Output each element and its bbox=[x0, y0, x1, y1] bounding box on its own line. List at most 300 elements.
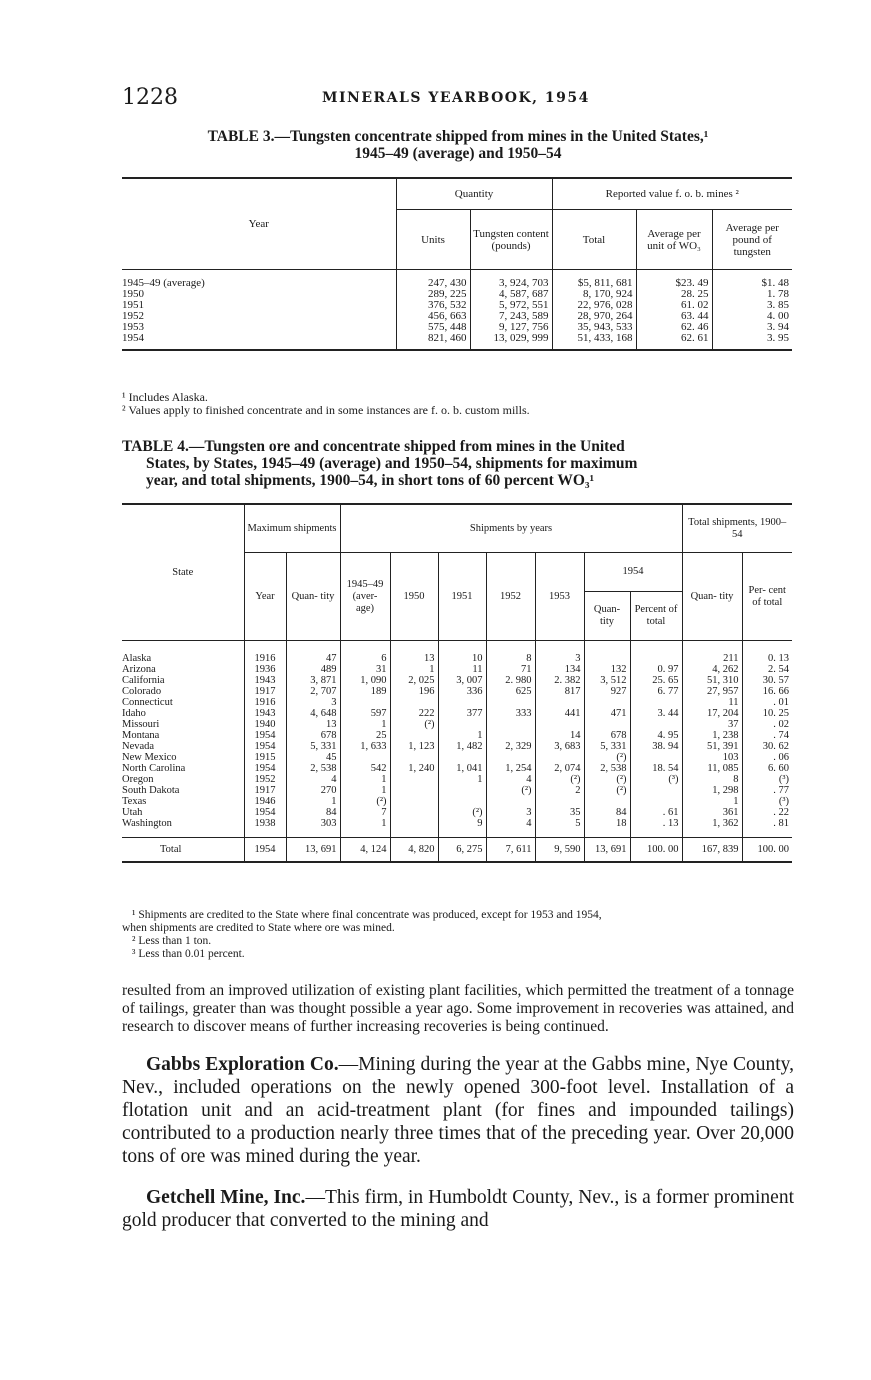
t4-cell-tp: . 74 bbox=[742, 730, 792, 741]
t4-cell-mx_year: 1940 bbox=[244, 719, 286, 730]
t4-cell-mx_qty: 270 bbox=[286, 785, 340, 796]
t4-header-shipments: Shipments by years bbox=[340, 504, 682, 553]
t4-row bbox=[122, 675, 792, 686]
t4-total-y1950: 4, 820 bbox=[390, 838, 438, 863]
page-number: 1228 bbox=[122, 85, 178, 110]
t4-cell-tq: 11 bbox=[682, 697, 742, 708]
t3-cell-units: 289, 225 bbox=[396, 289, 470, 300]
t4-cell-avg: 25 bbox=[340, 730, 390, 741]
t4-cell-tq: 37 bbox=[682, 719, 742, 730]
t4-cell-tp: . 77 bbox=[742, 785, 792, 796]
t3-header-year: Year bbox=[122, 178, 396, 270]
t3-cell-avg_pound: 3. 94 bbox=[712, 322, 792, 333]
t4-header-1954-qty: Quan- tity bbox=[584, 592, 630, 641]
t4-cell-mx_year: 1946 bbox=[244, 796, 286, 807]
t4-cell-y1951: 11 bbox=[438, 664, 486, 675]
table4-caption-line3: year, and total shipments, 1900–54, in short tons of 60 percent WO₃¹ bbox=[146, 472, 595, 489]
t4-cell-y1950: 222 bbox=[390, 708, 438, 719]
t3-cell-avg_pound: 1. 78 bbox=[712, 289, 792, 300]
t4-cell-state: Arizona bbox=[122, 664, 156, 675]
t4-cell-state: Connecticut bbox=[122, 697, 173, 708]
paragraph-gabbs bbox=[122, 1053, 794, 1168]
t3-header-avg-unit: Average per unit of WO₃ bbox=[636, 210, 712, 270]
t3-cell-avg_unit: 63. 44 bbox=[636, 311, 712, 322]
t4-cell-y1952: (²) bbox=[486, 785, 535, 796]
t4-total-mx_year: 1954 bbox=[244, 838, 286, 863]
t4-footnote-3: ³ Less than 0.01 percent. bbox=[132, 948, 245, 960]
t4-cell-avg: 189 bbox=[340, 686, 390, 697]
t4-row bbox=[122, 697, 792, 708]
t4-cell-y1952: 4 bbox=[486, 818, 535, 838]
t4-cell-y1953: 35 bbox=[535, 807, 584, 818]
t3-cell-tungsten: 3, 924, 703 bbox=[470, 270, 552, 290]
t4-row bbox=[122, 730, 792, 741]
t3-body bbox=[122, 270, 792, 351]
t4-total-avg: 4, 124 bbox=[340, 838, 390, 863]
t4-cell-mx_qty: 3 bbox=[286, 697, 340, 708]
t3-cell-avg_unit: 62. 61 bbox=[636, 333, 712, 350]
t3-header-quantity: Quantity bbox=[396, 178, 552, 210]
t4-cell-mx_year: 1917 bbox=[244, 785, 286, 796]
t4-cell-y1950: 1, 123 bbox=[390, 741, 438, 752]
t4-cell-q1954: 18 bbox=[584, 818, 630, 838]
t4-cell-state: Washington bbox=[122, 818, 172, 829]
t4-cell-y1951: 1, 041 bbox=[438, 763, 486, 774]
t4-cell-state: New Mexico bbox=[122, 752, 177, 763]
t4-total-label: Total bbox=[122, 838, 244, 863]
t4-cell-y1952: 4 bbox=[486, 774, 535, 785]
t4-cell-mx_qty: 678 bbox=[286, 730, 340, 741]
t3-cell-year: 1954 bbox=[122, 333, 396, 350]
t4-cell-y1951: 3, 007 bbox=[438, 675, 486, 686]
t4-cell-p1954 bbox=[630, 796, 682, 807]
t3-cell-avg_unit: 61. 02 bbox=[636, 300, 712, 311]
t4-cell-mx_year: 1917 bbox=[244, 686, 286, 697]
t4-cell-y1953: (²) bbox=[535, 774, 584, 785]
t4-total-row bbox=[122, 838, 792, 863]
t4-cell-y1953: 134 bbox=[535, 664, 584, 675]
running-title: MINERALS YEARBOOK, 1954 bbox=[322, 90, 590, 106]
t4-cell-tq: 27, 957 bbox=[682, 686, 742, 697]
t4-header-1952: 1952 bbox=[486, 553, 535, 641]
t4-cell-tq: 1, 238 bbox=[682, 730, 742, 741]
t4-cell-p1954: 38. 94 bbox=[630, 741, 682, 752]
t4-cell-mx_year: 1916 bbox=[244, 641, 286, 665]
t4-cell-q1954 bbox=[584, 697, 630, 708]
t4-header-max: Maximum shipments bbox=[244, 504, 340, 553]
t4-row bbox=[122, 641, 792, 665]
t4-cell-y1951: 10 bbox=[438, 641, 486, 665]
t4-header-year: Year bbox=[244, 553, 286, 641]
t4-cell-y1951: 377 bbox=[438, 708, 486, 719]
t4-total-mx_qty: 13, 691 bbox=[286, 838, 340, 863]
t4-cell-state: North Carolina bbox=[122, 763, 186, 774]
t4-cell-q1954: (²) bbox=[584, 785, 630, 796]
t4-cell-y1951 bbox=[438, 796, 486, 807]
t4-header-state: State bbox=[122, 504, 244, 641]
t4-cell-state: Missouri bbox=[122, 719, 160, 730]
t4-row bbox=[122, 818, 792, 838]
table3-caption-line1: TABLE 3.—Tungsten concentrate shipped from mines in the United States,¹ bbox=[207, 128, 709, 145]
t4-body bbox=[122, 641, 792, 863]
t4-cell-q1954: 2, 538 bbox=[584, 763, 630, 774]
t4-row bbox=[122, 719, 792, 730]
t4-cell-tp: 10. 25 bbox=[742, 708, 792, 719]
t4-header-1954-pct: Percent of total bbox=[630, 592, 682, 641]
t4-cell-mx_qty: 2, 707 bbox=[286, 686, 340, 697]
t4-cell-tp: . 22 bbox=[742, 807, 792, 818]
t4-cell-y1951 bbox=[438, 719, 486, 730]
t4-cell-p1954: 3. 44 bbox=[630, 708, 682, 719]
t4-total-tp: 100. 00 bbox=[742, 838, 792, 863]
t4-cell-y1953 bbox=[535, 697, 584, 708]
t4-cell-y1953: 441 bbox=[535, 708, 584, 719]
t4-cell-y1952 bbox=[486, 730, 535, 741]
t4-cell-mx_year: 1943 bbox=[244, 675, 286, 686]
t4-cell-avg: (²) bbox=[340, 796, 390, 807]
t4-cell-tq: 361 bbox=[682, 807, 742, 818]
t3-cell-units: 376, 532 bbox=[396, 300, 470, 311]
t3-row bbox=[122, 270, 792, 290]
t3-footnote-1: ¹ Includes Alaska. bbox=[122, 390, 208, 404]
t3-cell-year: 1953 bbox=[122, 321, 144, 333]
t4-header-1950: 1950 bbox=[390, 553, 438, 641]
t4-cell-p1954 bbox=[630, 641, 682, 665]
t4-cell-y1952 bbox=[486, 719, 535, 730]
t4-cell-mx_qty: 2, 538 bbox=[286, 763, 340, 774]
t4-header-1953: 1953 bbox=[535, 553, 584, 641]
t4-cell-tq: 8 bbox=[682, 774, 742, 785]
t4-cell-tp: 2. 54 bbox=[742, 664, 792, 675]
t4-cell-tq: 51, 310 bbox=[682, 675, 742, 686]
table4 bbox=[122, 503, 792, 863]
t4-row bbox=[122, 741, 792, 752]
t4-cell-y1953 bbox=[535, 719, 584, 730]
t4-cell-mx_year: 1952 bbox=[244, 774, 286, 785]
t3-row bbox=[122, 333, 792, 350]
t3-cell-total: 28, 970, 264 bbox=[552, 311, 636, 322]
t4-cell-q1954: 3, 512 bbox=[584, 675, 630, 686]
t4-cell-state: California bbox=[122, 675, 165, 686]
t4-cell-y1950: 196 bbox=[390, 686, 438, 697]
t4-cell-tp: 30. 57 bbox=[742, 675, 792, 686]
t3-cell-avg_pound: 3. 95 bbox=[712, 333, 792, 350]
t4-cell-tq: 51, 391 bbox=[682, 741, 742, 752]
t4-header-total-pct: Per- cent of total bbox=[742, 553, 792, 641]
t4-header-total-qty: Quan- tity bbox=[682, 553, 742, 641]
t4-cell-y1951 bbox=[438, 752, 486, 763]
t4-cell-q1954: 927 bbox=[584, 686, 630, 697]
t4-header-qty: Quan- tity bbox=[286, 553, 340, 641]
t4-cell-avg bbox=[340, 752, 390, 763]
t3-header-total: Total bbox=[552, 210, 636, 270]
t4-cell-y1953: 2, 074 bbox=[535, 763, 584, 774]
t4-cell-tp: 16. 66 bbox=[742, 686, 792, 697]
table4-footnotes bbox=[122, 909, 794, 961]
t4-row bbox=[122, 708, 792, 719]
t3-cell-tungsten: 7, 243, 589 bbox=[470, 311, 552, 322]
t4-total-y1951: 6, 275 bbox=[438, 838, 486, 863]
paragraph-continuation: resulted from an improved utilization of existing plant facilities, which permitted the treatment of a tonnage of tailings, greater than was thought possible a year ago. Some improvement in recoveries was attained, and research to discover means of further increasing recoveries is being continued. bbox=[122, 982, 794, 1035]
t4-cell-avg: 31 bbox=[340, 664, 390, 675]
t4-cell-q1954: 678 bbox=[584, 730, 630, 741]
t4-cell-avg: 597 bbox=[340, 708, 390, 719]
t4-cell-y1951: 1 bbox=[438, 774, 486, 785]
t4-cell-y1953: 5 bbox=[535, 818, 584, 838]
t4-cell-y1951: 336 bbox=[438, 686, 486, 697]
t3-cell-units: 456, 663 bbox=[396, 311, 470, 322]
t4-cell-y1950: 1, 240 bbox=[390, 763, 438, 774]
t4-cell-y1953: 2. 382 bbox=[535, 675, 584, 686]
t4-cell-mx_qty: 5, 331 bbox=[286, 741, 340, 752]
t4-cell-state: Oregon bbox=[122, 774, 154, 785]
t4-cell-y1952: 2, 329 bbox=[486, 741, 535, 752]
t4-footnote-2: ² Less than 1 ton. bbox=[132, 935, 212, 947]
t4-cell-mx_year: 1954 bbox=[244, 807, 286, 818]
t4-cell-state: Utah bbox=[122, 807, 143, 818]
t4-cell-avg: 1 bbox=[340, 785, 390, 796]
t4-cell-y1953: 2 bbox=[535, 785, 584, 796]
t4-cell-state: Nevada bbox=[122, 741, 155, 752]
t3-cell-avg_unit: 62. 46 bbox=[636, 322, 712, 333]
t4-cell-tp: . 06 bbox=[742, 752, 792, 763]
t4-cell-p1954 bbox=[630, 719, 682, 730]
t4-cell-q1954: (²) bbox=[584, 774, 630, 785]
t4-cell-mx_year: 1954 bbox=[244, 741, 286, 752]
t4-cell-state: South Dakota bbox=[122, 785, 180, 796]
t4-cell-q1954 bbox=[584, 796, 630, 807]
t3-cell-avg_pound: $1. 48 bbox=[712, 270, 792, 290]
t4-cell-y1952: 3 bbox=[486, 807, 535, 818]
t4-cell-p1954 bbox=[630, 785, 682, 796]
t3-cell-total: 22, 976, 028 bbox=[552, 300, 636, 311]
t4-cell-y1950 bbox=[390, 818, 438, 838]
t4-cell-y1953: 3, 683 bbox=[535, 741, 584, 752]
t4-cell-mx_qty: 303 bbox=[286, 818, 340, 838]
t4-cell-p1954: . 13 bbox=[630, 818, 682, 838]
t4-cell-y1951: 1 bbox=[438, 730, 486, 741]
t4-cell-q1954 bbox=[584, 641, 630, 665]
t4-cell-y1950 bbox=[390, 807, 438, 818]
table4-caption bbox=[122, 438, 794, 489]
t3-header-units: Units bbox=[396, 210, 470, 270]
t4-cell-y1951: 1, 482 bbox=[438, 741, 486, 752]
t4-row bbox=[122, 774, 792, 785]
t4-cell-tp: 0. 13 bbox=[742, 641, 792, 665]
t4-cell-p1954 bbox=[630, 752, 682, 763]
t3-cell-avg_pound: 4. 00 bbox=[712, 311, 792, 322]
t4-cell-q1954: (²) bbox=[584, 752, 630, 763]
t4-cell-mx_year: 1938 bbox=[244, 818, 286, 838]
t4-cell-y1951 bbox=[438, 785, 486, 796]
t4-cell-tq: 11, 085 bbox=[682, 763, 742, 774]
t3-cell-avg_unit: $23. 49 bbox=[636, 270, 712, 290]
t4-cell-tq: 17, 204 bbox=[682, 708, 742, 719]
t4-cell-avg: 542 bbox=[340, 763, 390, 774]
t4-cell-y1951: 9 bbox=[438, 818, 486, 838]
t4-cell-tp: (³) bbox=[742, 796, 792, 807]
t4-cell-mx_qty: 13 bbox=[286, 719, 340, 730]
t4-cell-y1952 bbox=[486, 796, 535, 807]
t4-cell-tp: . 02 bbox=[742, 719, 792, 730]
t4-cell-tq: 4, 262 bbox=[682, 664, 742, 675]
t4-header-1954: 1954 bbox=[584, 553, 682, 592]
t4-cell-tp: . 01 bbox=[742, 697, 792, 708]
t4-row bbox=[122, 763, 792, 774]
t4-cell-y1950: 1 bbox=[390, 664, 438, 675]
t4-cell-mx_year: 1954 bbox=[244, 730, 286, 741]
t4-cell-q1954: 471 bbox=[584, 708, 630, 719]
t3-cell-avg_unit: 28. 25 bbox=[636, 289, 712, 300]
table4-caption-line1: TABLE 4.—Tungsten ore and concentrate shipped from mines in the United bbox=[122, 438, 625, 455]
t4-footnote-1b: when shipments are credited to State where ore was mined. bbox=[122, 922, 395, 934]
t4-cell-p1954: 4. 95 bbox=[630, 730, 682, 741]
table3 bbox=[122, 177, 792, 351]
t4-cell-mx_year: 1954 bbox=[244, 763, 286, 774]
t3-cell-units: 247, 430 bbox=[396, 270, 470, 290]
t4-cell-tp: . 81 bbox=[742, 818, 792, 838]
t4-footnote-1: ¹ Shipments are credited to the State where final concentrate was produced, except for 1953 and 1954, bbox=[132, 909, 602, 921]
t3-cell-total: 51, 433, 168 bbox=[552, 333, 636, 350]
t4-cell-mx_year: 1915 bbox=[244, 752, 286, 763]
t4-cell-y1952 bbox=[486, 752, 535, 763]
getchell-text: —This firm, in Humboldt County, Nev., is a former prominent gold producer that converted to the mining and bbox=[122, 1187, 794, 1231]
t4-header-avg: 1945–49 (aver- age) bbox=[340, 553, 390, 641]
t3-header-value: Reported value f. o. b. mines ² bbox=[552, 178, 792, 210]
t4-cell-state: Alaska bbox=[122, 653, 152, 664]
t4-cell-avg: 1 bbox=[340, 818, 390, 838]
t4-cell-avg: 7 bbox=[340, 807, 390, 818]
t3-cell-year: 1945–49 (average) bbox=[122, 277, 205, 289]
t4-header-1951: 1951 bbox=[438, 553, 486, 641]
t4-cell-tp: (³) bbox=[742, 774, 792, 785]
t4-cell-y1950: 13 bbox=[390, 641, 438, 665]
t3-cell-tungsten: 9, 127, 756 bbox=[470, 322, 552, 333]
t3-cell-tungsten: 13, 029, 999 bbox=[470, 333, 552, 350]
t4-cell-mx_qty: 1 bbox=[286, 796, 340, 807]
t4-cell-y1953: 817 bbox=[535, 686, 584, 697]
t4-cell-mx_qty: 3, 871 bbox=[286, 675, 340, 686]
t4-cell-avg: 1, 633 bbox=[340, 741, 390, 752]
t4-row bbox=[122, 807, 792, 818]
t3-cell-avg_pound: 3. 85 bbox=[712, 300, 792, 311]
t3-cell-units: 575, 448 bbox=[396, 322, 470, 333]
t4-cell-state: Idaho bbox=[122, 708, 146, 719]
t3-cell-year: 1951 bbox=[122, 299, 144, 311]
t4-row bbox=[122, 752, 792, 763]
t4-cell-p1954: 18. 54 bbox=[630, 763, 682, 774]
t4-cell-avg bbox=[340, 697, 390, 708]
t4-cell-y1950: 2, 025 bbox=[390, 675, 438, 686]
t4-cell-y1952: 71 bbox=[486, 664, 535, 675]
t4-row bbox=[122, 785, 792, 796]
t4-cell-q1954 bbox=[584, 719, 630, 730]
paragraph-getchell bbox=[122, 1186, 794, 1232]
t4-total-q1954: 13, 691 bbox=[584, 838, 630, 863]
table3-caption-line2: 1945–49 (average) and 1950–54 bbox=[354, 145, 562, 162]
page-header bbox=[122, 85, 792, 115]
t4-cell-avg: 1 bbox=[340, 719, 390, 730]
t3-header-tungsten: Tungsten content (pounds) bbox=[470, 210, 552, 270]
t4-cell-y1950 bbox=[390, 752, 438, 763]
t4-cell-tp: 6. 60 bbox=[742, 763, 792, 774]
t4-cell-tq: 1, 298 bbox=[682, 785, 742, 796]
table3-footnotes bbox=[122, 391, 794, 417]
t3-cell-tungsten: 5, 972, 551 bbox=[470, 300, 552, 311]
t4-cell-mx_qty: 84 bbox=[286, 807, 340, 818]
table4-caption-line2: States, by States, 1945–49 (average) and 1950–54, shipments for maximum bbox=[146, 455, 638, 472]
t4-cell-tq: 211 bbox=[682, 641, 742, 665]
t4-cell-y1952: 625 bbox=[486, 686, 535, 697]
t3-cell-total: 8, 170, 924 bbox=[552, 289, 636, 300]
gabbs-heading: Gabbs Exploration Co. bbox=[146, 1054, 339, 1075]
t3-cell-year: 1952 bbox=[122, 310, 144, 322]
t4-cell-y1950 bbox=[390, 785, 438, 796]
t4-cell-y1953 bbox=[535, 796, 584, 807]
t4-cell-y1953: 14 bbox=[535, 730, 584, 741]
t4-cell-y1953 bbox=[535, 752, 584, 763]
t3-header-avg-pound: Average per pound of tungsten bbox=[712, 210, 792, 270]
t3-cell-units: 821, 460 bbox=[396, 333, 470, 350]
t4-cell-y1950: (²) bbox=[390, 719, 438, 730]
t4-row bbox=[122, 664, 792, 675]
t4-cell-y1950 bbox=[390, 730, 438, 741]
t4-cell-tq: 103 bbox=[682, 752, 742, 763]
t4-row bbox=[122, 796, 792, 807]
t4-cell-y1952 bbox=[486, 697, 535, 708]
t4-cell-mx_year: 1916 bbox=[244, 697, 286, 708]
t4-total-y1952: 7, 611 bbox=[486, 838, 535, 863]
t4-cell-p1954: 6. 77 bbox=[630, 686, 682, 697]
t4-cell-state: Colorado bbox=[122, 686, 162, 697]
t4-cell-y1952: 2. 980 bbox=[486, 675, 535, 686]
gabbs-text: —Mining during the year at the Gabbs mine, Nye County, Nev., included operations on the newly opened 300-foot level. Installation of a flotation unit and an acid-treatment plant (for fines and impounded tailings) contributed to a production nearly three times that of the preceding year. Over 20,000 tons of ore was mined during the year. bbox=[122, 1054, 794, 1167]
t3-cell-year: 1950 bbox=[122, 288, 144, 300]
t3-cell-total: $5, 811, 681 bbox=[552, 270, 636, 290]
t4-total-y1953: 9, 590 bbox=[535, 838, 584, 863]
t4-cell-avg: 1, 090 bbox=[340, 675, 390, 686]
t4-cell-y1952: 1, 254 bbox=[486, 763, 535, 774]
t3-footnote-2: ² Values apply to finished concentrate and in some instances are f. o. b. custom mills. bbox=[122, 403, 530, 417]
t4-cell-y1952: 8 bbox=[486, 641, 535, 665]
t4-cell-p1954: . 61 bbox=[630, 807, 682, 818]
t4-cell-p1954: 0. 97 bbox=[630, 664, 682, 675]
t4-total-p1954: 100. 00 bbox=[630, 838, 682, 863]
getchell-heading: Getchell Mine, Inc. bbox=[146, 1187, 306, 1208]
table3-caption bbox=[122, 128, 794, 162]
t4-row bbox=[122, 686, 792, 697]
t4-header-total-shipments: Total shipments, 1900–54 bbox=[682, 504, 792, 553]
t4-cell-state: Texas bbox=[122, 796, 147, 807]
t4-cell-tq: 1, 362 bbox=[682, 818, 742, 838]
t4-cell-tp: 30. 62 bbox=[742, 741, 792, 752]
t4-cell-avg: 1 bbox=[340, 774, 390, 785]
t4-cell-tq: 1 bbox=[682, 796, 742, 807]
t3-cell-tungsten: 4, 587, 687 bbox=[470, 289, 552, 300]
t4-cell-p1954 bbox=[630, 697, 682, 708]
t4-cell-y1952: 333 bbox=[486, 708, 535, 719]
t4-cell-mx_year: 1943 bbox=[244, 708, 286, 719]
t4-cell-mx_qty: 489 bbox=[286, 664, 340, 675]
t4-cell-y1950 bbox=[390, 697, 438, 708]
t4-cell-mx_qty: 4 bbox=[286, 774, 340, 785]
t4-cell-p1954: (³) bbox=[630, 774, 682, 785]
t4-cell-q1954: 5, 331 bbox=[584, 741, 630, 752]
t4-cell-y1951: (²) bbox=[438, 807, 486, 818]
t4-cell-avg: 6 bbox=[340, 641, 390, 665]
t4-cell-state: Montana bbox=[122, 730, 160, 741]
t4-cell-y1950 bbox=[390, 774, 438, 785]
